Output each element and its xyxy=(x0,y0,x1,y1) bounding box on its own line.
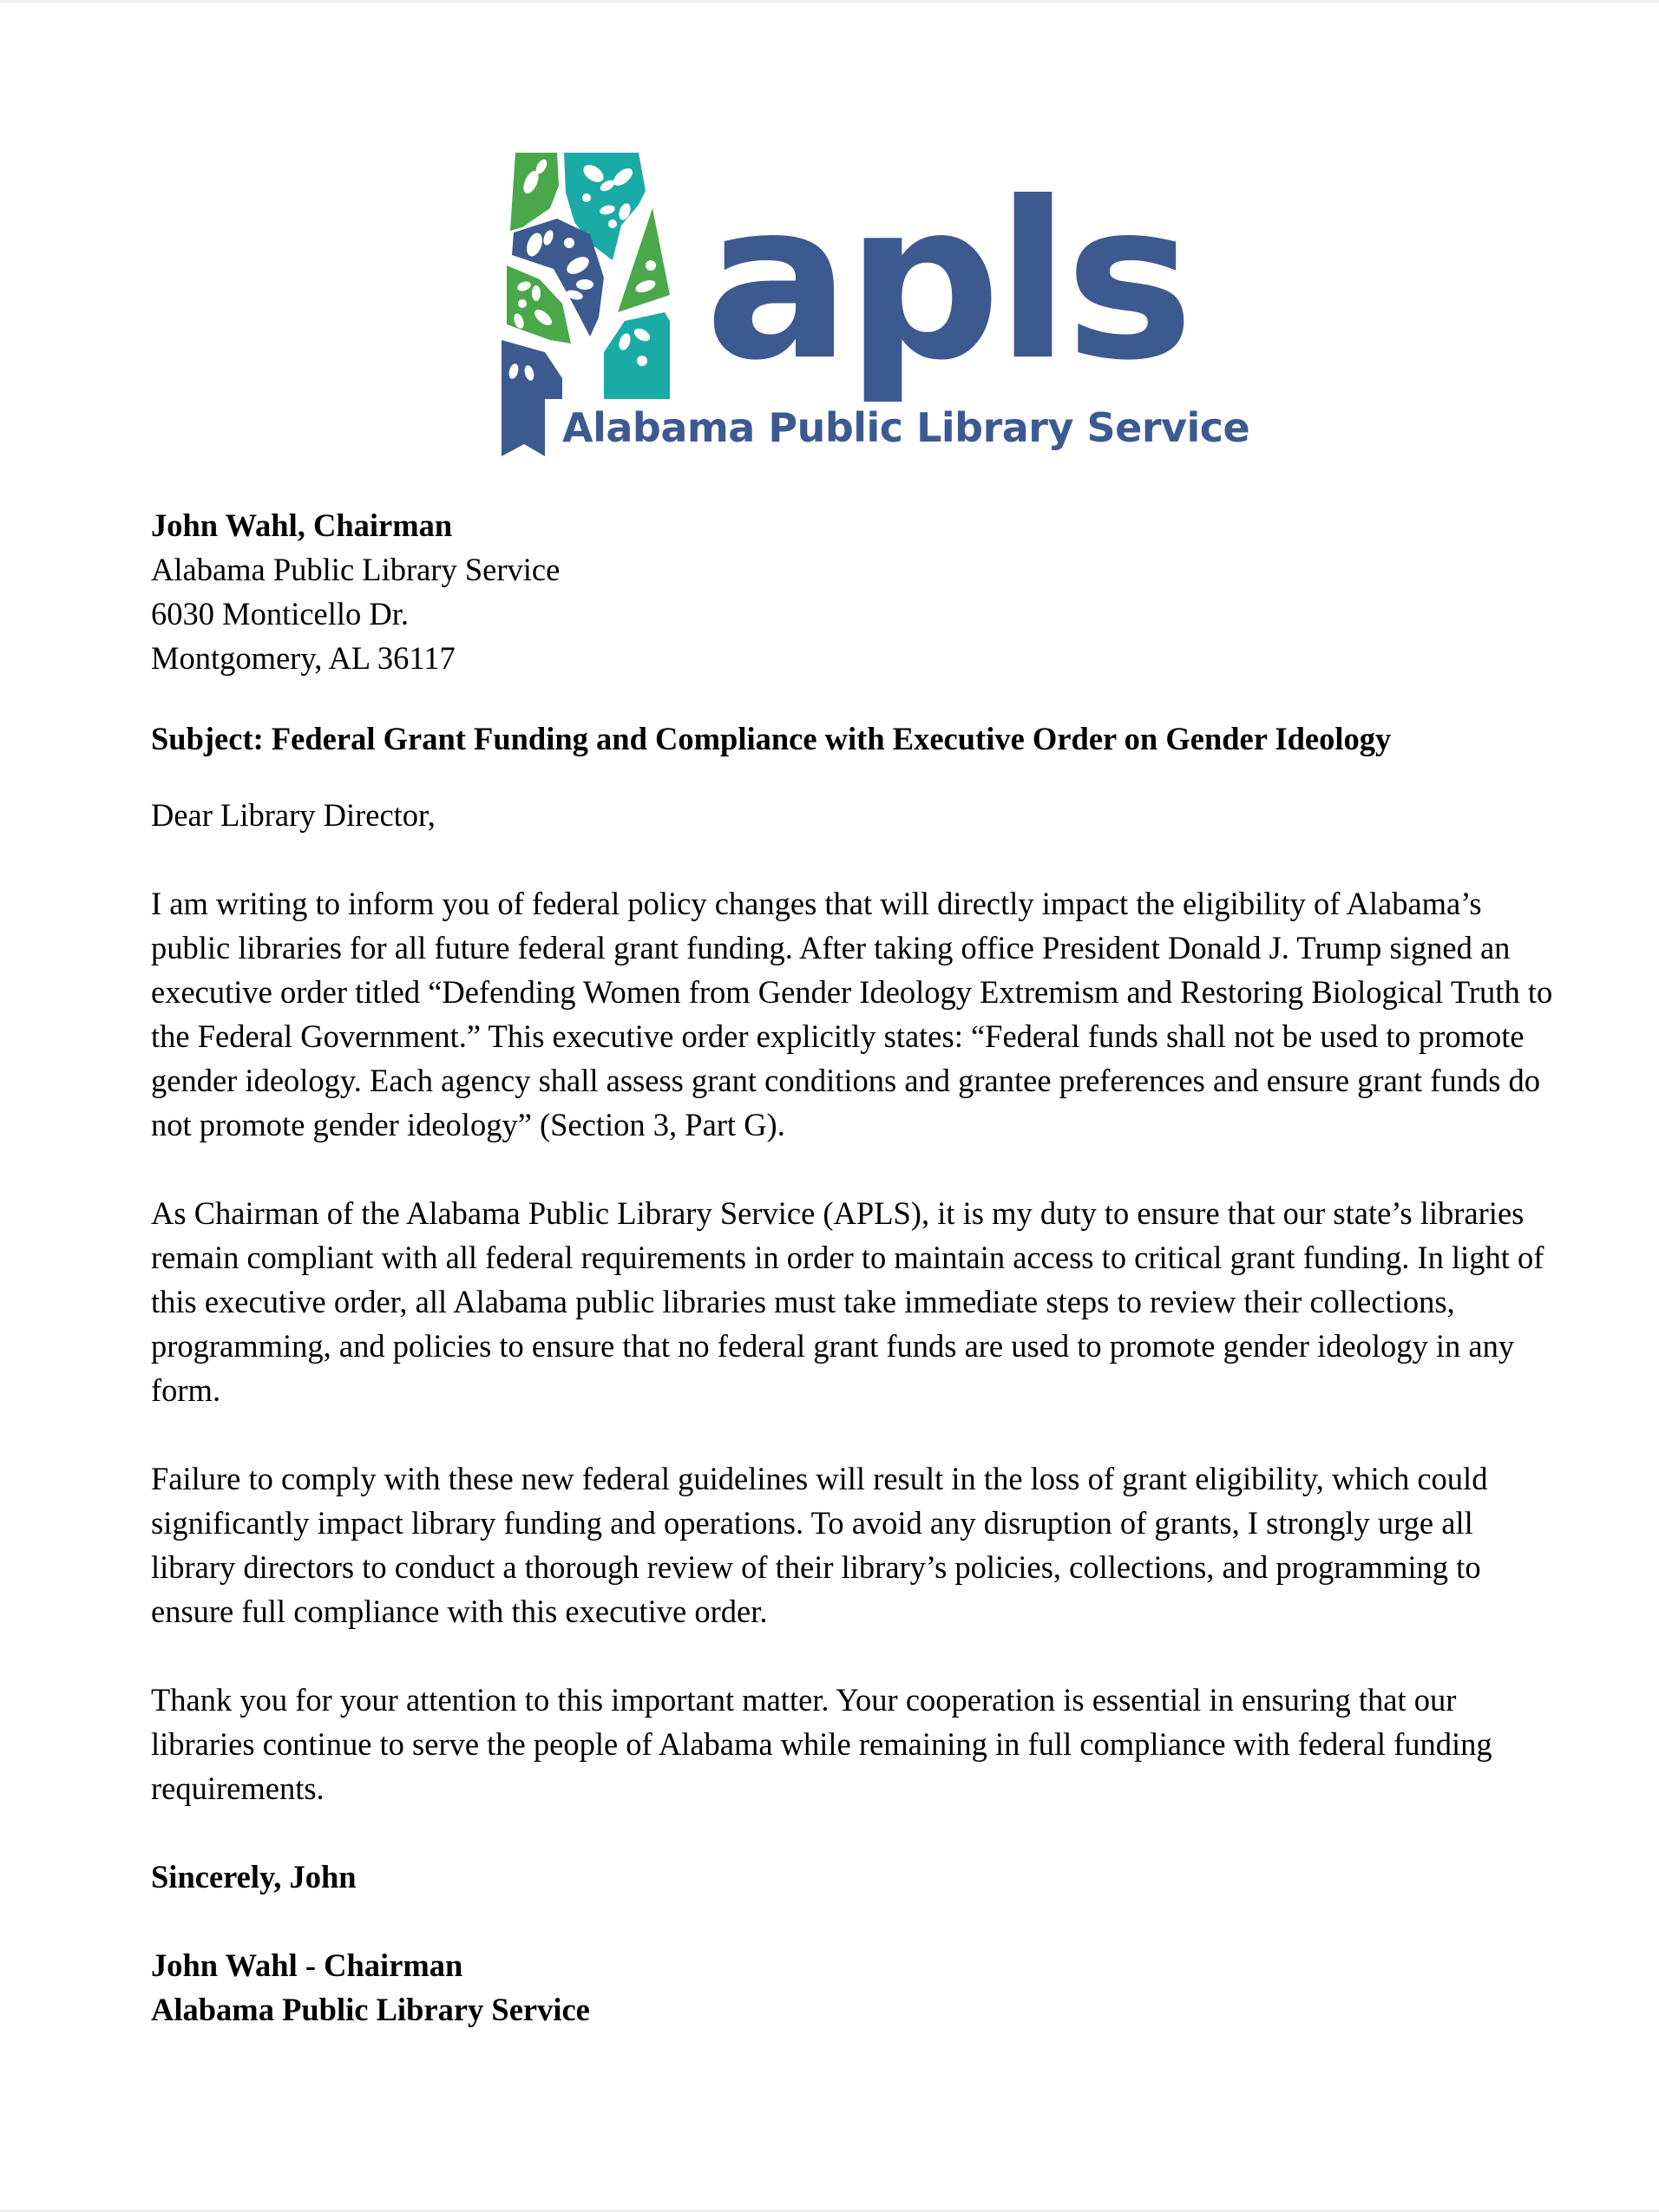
letter-body xyxy=(151,503,1557,2032)
page-top-edge xyxy=(0,0,1659,3)
logo-wordmark: apls xyxy=(705,155,1190,408)
signature-name-title: John Wahl - Chairman xyxy=(151,1947,463,1983)
body-paragraph-3: Failure to comply with these new federal guidelines will result in the loss of grant eligibility, which could significantly impact library funding and operations. To avoid any disruption of grants, I strongly urge all library directors to conduct a thorough review of their library’s policies, collections, and programming to ensure full compliance with this executive order. xyxy=(151,1461,1488,1629)
signature-block xyxy=(151,1943,1557,2032)
closing: Sincerely, John xyxy=(151,1859,357,1895)
subject-line: Subject: Federal Grant Funding and Compliance with Executive Order on Gender Ideology xyxy=(151,721,1392,756)
sender-name-title: John Wahl, Chairman xyxy=(151,507,453,543)
sender-street: 6030 Monticello Dr. xyxy=(151,596,410,632)
body-paragraph-2: As Chairman of the Alabama Public Library Service (APLS), it is my duty to ensure that our state’s libraries remain compliant with all federal requirements in order to maintain access to critical grant funding. In light of this executive order, all Alabama public libraries must take immediate steps to review their collections, programming, and policies to ensure that no federal grant funds are used to promote gender ideology in any form. xyxy=(151,1195,1544,1408)
sender-organization: Alabama Public Library Service xyxy=(151,552,561,587)
sender-address-block xyxy=(151,503,1557,680)
signature-organization: Alabama Public Library Service xyxy=(151,1992,590,2027)
apls-logo xyxy=(496,147,1250,460)
logo-tagline: Alabama Public Library Service xyxy=(562,404,1250,451)
body-paragraph-4: Thank you for your attention to this important matter. Your cooperation is essential in ensuring that our libraries continue to serve the people of Alabama while remaining in full compliance with federal funding requirements. xyxy=(151,1682,1492,1806)
greeting: Dear Library Director, xyxy=(151,797,436,833)
body-paragraph-1: I am writing to inform you of federal policy changes that will directly impact the eligibility of Alabama’s public libraries for all future federal grant funding. After taking office President Donald J. Trump signed an executive order titled “Defending Women from Gender Ideology Extremism and Restoring Biological Truth to the Federal Government.” This executive order explicitly states: “Federal funds shall not be used to promote gender ideology. Each agency shall assess grant conditions and grantee preferences and ensure grant funds do not promote gender ideology” (Section 3, Part G). xyxy=(151,886,1553,1142)
sender-city-state-zip: Montgomery, AL 36117 xyxy=(151,640,456,676)
